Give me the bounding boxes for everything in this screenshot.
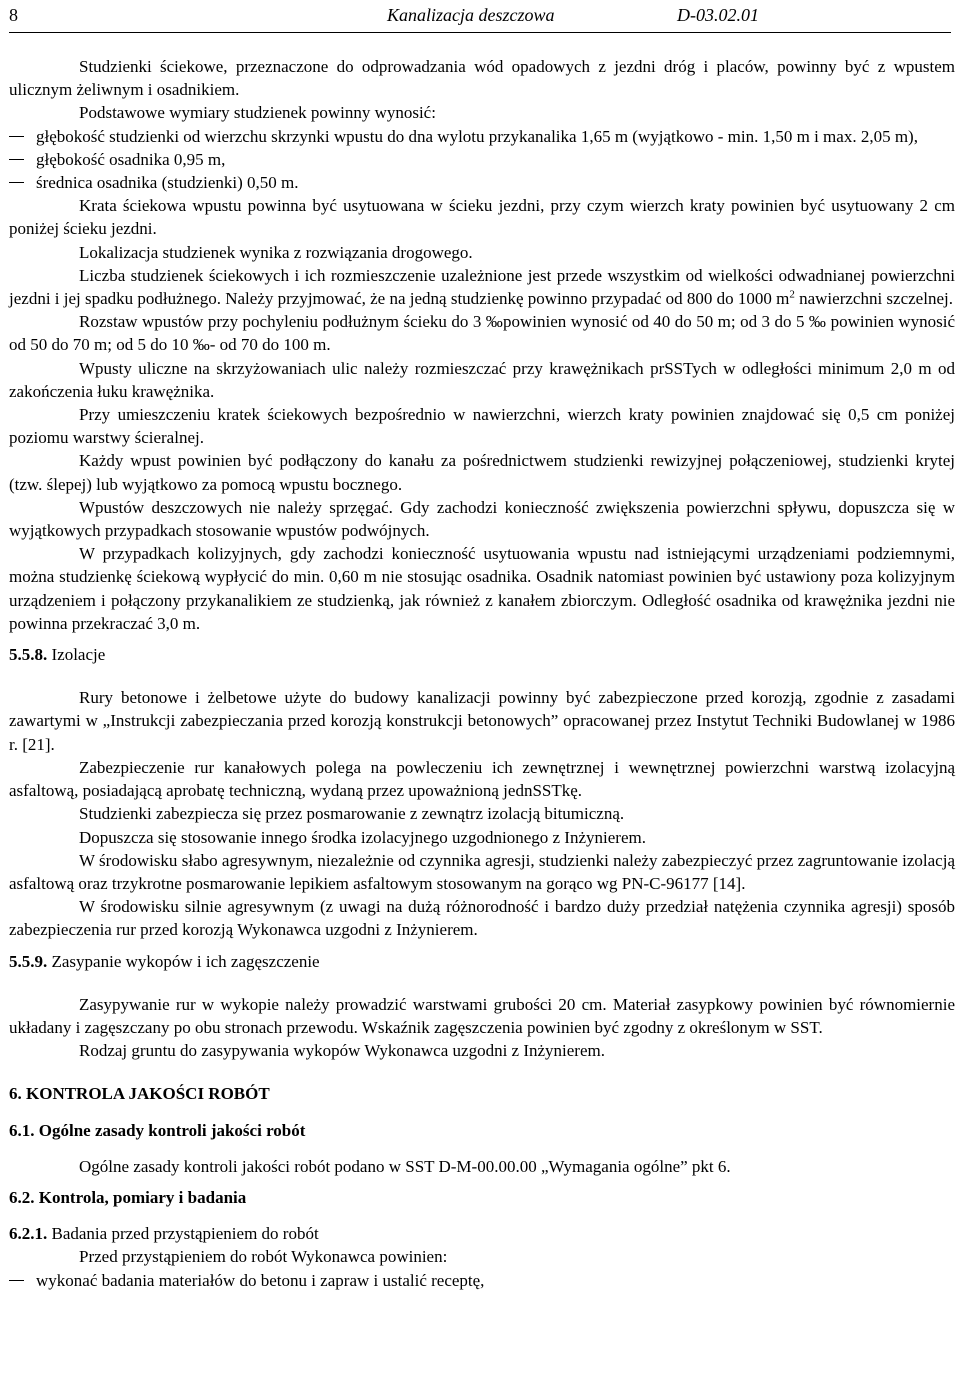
list-item: głębokość osadnika 0,95 m, [9, 148, 955, 171]
paragraph: Studzienki zabezpiecza się przez posmarowanie z zewnątrz izolacją bitumiczną. [79, 804, 625, 824]
paragraph: Każdy wpust powinien być podłączony do kanału za pośrednictwem studzienki rewizyjnej połączeniowej, studzienki krytej (tzw. ślepej) lub wyjątkowo za pomocą wpustu bocznego. [9, 451, 955, 494]
superscript: 2 [789, 288, 795, 301]
document-body [9, 55, 955, 1292]
paragraph: Przed przystąpieniem do robót Wykonawca powinien: [79, 1247, 448, 1267]
paragraph: Studzienki ściekowe, przeznaczone do odprowadzania wód opadowych z jezdni dróg i placów, powinny być z wpustem ulicznym żeliwnym i osadnikiem. [9, 57, 955, 100]
paragraph: Rodzaj gruntu do zasypywania wykopów Wykonawca uzgodni z Inżynierem. [79, 1041, 605, 1061]
paragraph: W przypadkach kolizyjnych, gdy zachodzi konieczność usytuowania wpustu nad istniejącymi urządzeniami podziemnymi, można studzienkę ściekową wypłycić do min. 0,60 m nie stosując osadnika. Osadnik natomiast powinien być ustawiony poza kolizyjnym urządzeniem i połączony przykanalikiem ze studzienką, jak również z kanałem zbiorczym. Odległość osadnika od krawężnika jezdni nie powinna przekraczać 3,0 m. [9, 544, 955, 633]
paragraph: Podstawowe wymiary studzienek powinny wynosić: [79, 103, 436, 123]
paragraph-text: nawierzchni szczelnej. [794, 289, 953, 309]
paragraph: Zabezpieczenie rur kanałowych polega na powleczeniu ich zewnętrznej i wewnętrznej powierzchni warstwą izolacyjną asfaltową, posiadającą aprobatę techniczną, wydaną przez upoważnioną jednSSTkę. [9, 757, 955, 801]
paragraph: Ogólne zasady kontroli jakości robót podano w SST D-M-00.00.00 „Wymagania ogólne” pkt 6. [79, 1156, 731, 1176]
section-number: 5.5.8. [9, 645, 48, 665]
list-item: wykonać badania materiałów do betonu i zapraw i ustalić receptę, [9, 1269, 955, 1292]
section-heading-5-5-9 [9, 950, 955, 973]
page-number: 8 [9, 5, 18, 25]
paragraph: Przy umieszczeniu kratek ściekowych bezpośrednio w nawierzchni, wierzch kraty powinien znajdować się 0,5 cm poniżej poziomu warstwy ścieralnej. [9, 405, 955, 448]
paragraph: Wpusty uliczne na skrzyżowaniach ulic należy rozmieszczać przy krawężnikach prSSTych w odległości minimum 2,0 m od zakończenia łuku krawężnika. [9, 358, 955, 401]
section-number: 6.2.1. [9, 1224, 48, 1244]
paragraph: Rury betonowe i żelbetowe użyte do budowy kanalizacji powinny być zabezpieczone przed korozją, zgodnie z zasadami zawartymi w „Instrukcji zabezpieczania przed korozją konstrukcji betonowych” opracowanej przez Instytut Techniki Budowlanej w 1986 r. [21]. [9, 688, 955, 754]
section-heading-6-2: 6.2. Kontrola, pomiary i badania [9, 1187, 247, 1207]
paragraph [9, 264, 955, 310]
paragraph: Lokalizacja studzienek wynika z rozwiązania drogowego. [79, 242, 473, 262]
section-title: Zasypanie wykopów i ich zagęszczenie [47, 951, 320, 971]
section-heading-6-1: 6.1. Ogólne zasady kontroli jakości robót [9, 1120, 306, 1140]
paragraph: Rozstaw wpustów przy pochyleniu podłużnym ścieku do 3 ‰powinien wynosić od 40 do 50 m; od 3 do 5 ‰ powinien wynosić od 50 do 70 m; od 5 do 10 ‰- od 70 do 100 m. [9, 312, 955, 355]
list-item: średnica osadnika (studzienki) 0,50 m. [9, 171, 955, 194]
paragraph: Dopuszcza się stosowanie innego środka izolacyjnego uzgodnionego z Inżynierem. [79, 827, 646, 847]
list-item: głębokość studzienki od wierzchu skrzynki wpustu do dna wylotu przykanalika 1,65 m (wyjątkowo - min. 1,50 m i max. 2,05 m), [9, 125, 955, 148]
paragraph: Wpustów deszczowych nie należy sprzęgać. Gdy zachodzi konieczność zwiększenia powierzchni spływu, dopuszcza się w wyjątkowych przypadkach stosowanie wpustów podwójnych. [9, 497, 955, 541]
paragraph-text: Liczba studzienek ściekowych i ich rozmieszczenie uzależnione jest przede wszystkim od wielkości odwadnianej powierzchni jezdni i jej spadku podłużnego. Należy przyjmować, że na jedną studzienkę powinno przypadać od 800 do 1000 m [9, 265, 955, 309]
section-title: Badania przed przystąpieniem do robót [47, 1224, 319, 1244]
paragraph: Zasypywanie rur w wykopie należy prowadzić warstwami grubości 20 cm. Materiał zasypkowy powinien być równomiernie układany i zagęszczany po obu stronach przewodu. Wskaźnik zagęszczenia powinien być zgodny z określonym w SST. [9, 994, 955, 1037]
section-title: Izolacje [47, 645, 106, 665]
paragraph: Krata ściekowa wpustu powinna być usytuowana w ścieku jezdni, przy czym wierzch kraty powinien być usytuowany 2 cm poniżej ścieku jezdni. [9, 196, 955, 239]
section-number: 5.5.9. [9, 951, 48, 971]
paragraph: W środowisku słabo agresywnym, niezależnie od czynnika agresji, studzienki należy zabezpieczyć przez zagruntowanie izolacją asfaltową oraz trzykrotne posmarowanie lepikiem asfaltowym stosowanym na gorąco wg PN-C-96177 [14]. [9, 850, 955, 893]
document-title: Kanalizacja deszczowa [387, 5, 555, 25]
section-heading-6-2-1 [9, 1222, 955, 1245]
section-heading-5-5-8 [9, 643, 955, 666]
chapter-heading-6: 6. KONTROLA JAKOŚCI ROBÓT [9, 1084, 270, 1104]
page-header [9, 2, 951, 33]
paragraph: W środowisku silnie agresywnym (z uwagi na dużą różnorodność i bardzo duży przedział natężenia czynnika agresji) sposób zabezpieczenia rur przed korozją Wykonawca uzgodni z Inżynierem. [9, 897, 955, 940]
document-code: D-03.02.01 [677, 5, 759, 25]
